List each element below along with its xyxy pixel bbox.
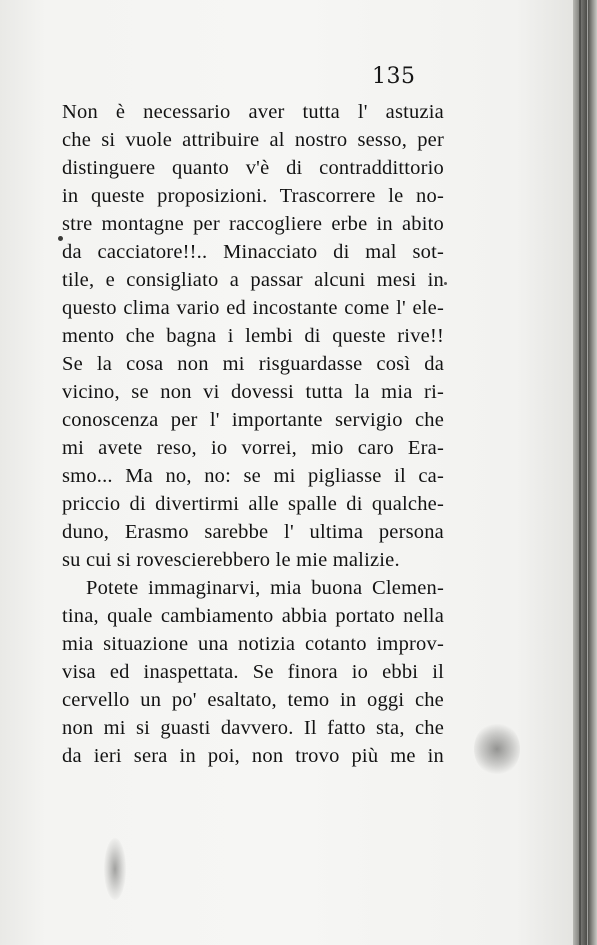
text-line: in queste proposizioni. Trascorrere le no- bbox=[62, 185, 444, 207]
text-line: Se la cosa non mi risguardasse così da bbox=[62, 353, 444, 375]
text-line: mia situazione una notizia cotanto improv- bbox=[62, 633, 444, 655]
text-line: vicino, se non vi dovessi tutta la mia ri- bbox=[62, 381, 444, 403]
text-line: tina, quale cambiamento abbia portato nella bbox=[62, 605, 444, 627]
ink-speck bbox=[444, 282, 447, 285]
text-line: mento che bagna i lembi di queste rive!! bbox=[62, 325, 444, 347]
ink-speck bbox=[58, 236, 63, 241]
text-line: cervello un po' esaltato, temo in oggi che bbox=[62, 689, 444, 711]
book-binding-edge bbox=[573, 0, 597, 945]
text-line: duno, Erasmo sarebbe l' ultima persona bbox=[62, 521, 444, 543]
text-line: distinguere quanto v'è di contraddittorio bbox=[62, 157, 444, 179]
text-line: che si vuole attribuire al nostro sesso, per bbox=[62, 129, 444, 151]
text-line: Potete immaginarvi, mia buona Clemen- bbox=[86, 577, 444, 599]
text-line: conoscenza per l' importante servigio che bbox=[62, 409, 444, 431]
text-line: smo... Ma no, no: se mi pigliasse il ca- bbox=[62, 465, 444, 487]
text-line: priccio di divertirmi alle spalle di qualche- bbox=[62, 493, 444, 515]
text-line: non mi si guasti davvero. Il fatto sta, che bbox=[62, 717, 444, 739]
text-line: tile, e consigliato a passar alcuni mesi in bbox=[62, 269, 444, 291]
text-line: Non è necessario aver tutta l' astuzia bbox=[62, 101, 444, 123]
text-line: su cui si rovescierebbero le mie malizie. bbox=[62, 549, 400, 571]
text-line: questo clima vario ed incostante come l' ele- bbox=[62, 297, 444, 319]
paper-stain bbox=[104, 838, 126, 900]
page-number: 135 bbox=[372, 64, 416, 89]
text-line: da ieri sera in poi, non trovo più me in bbox=[62, 745, 444, 767]
paper-stain bbox=[474, 722, 520, 776]
text-line: da cacciatore!!.. Minacciato di mal sot- bbox=[62, 241, 444, 263]
text-line: mi avete reso, io vorrei, mio caro Era- bbox=[62, 437, 444, 459]
text-line: stre montagne per raccogliere erbe in abito bbox=[62, 213, 444, 235]
text-line: visa ed inaspettata. Se finora io ebbi il bbox=[62, 661, 444, 683]
